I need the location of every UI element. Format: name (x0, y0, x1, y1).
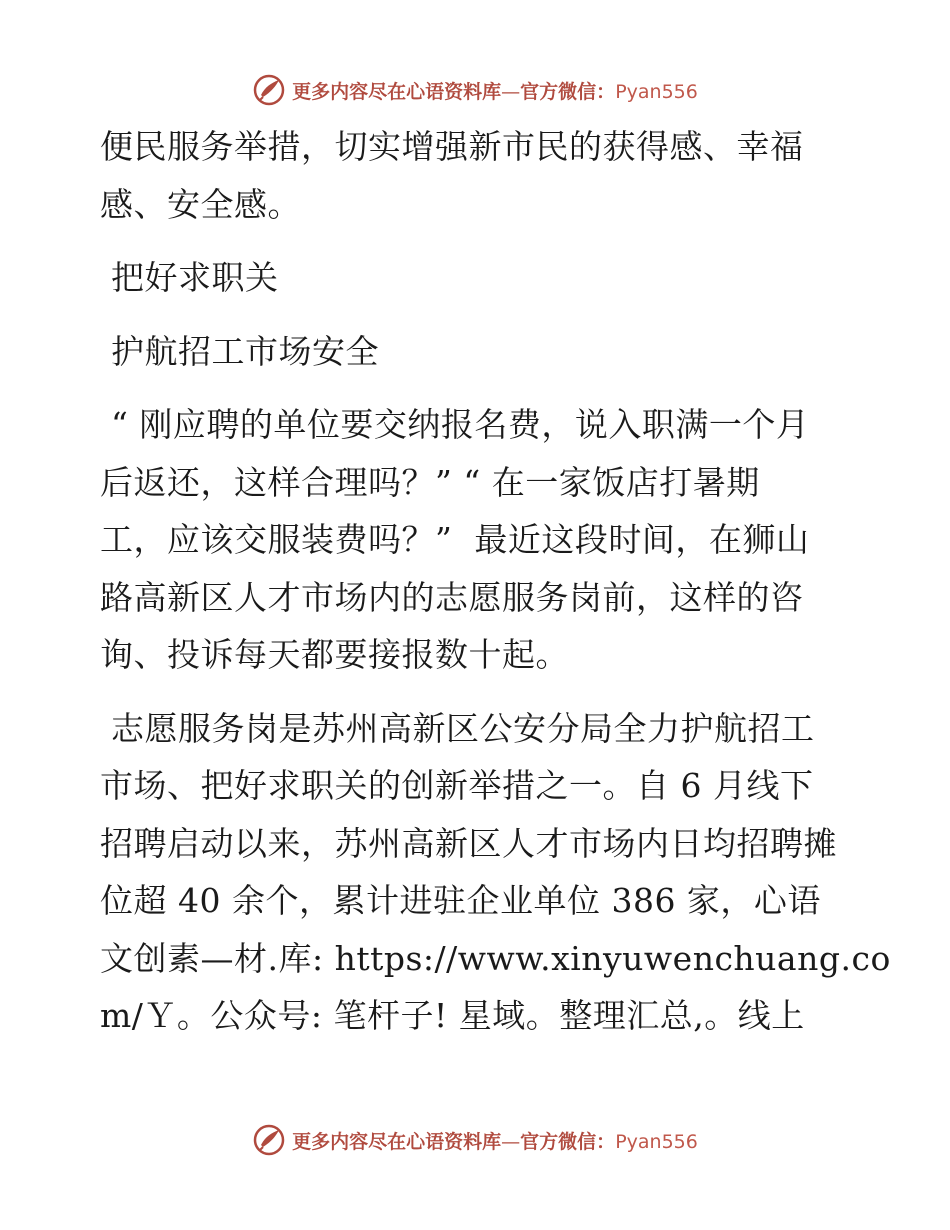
text-line: 询、投诉每天都要接报数十起。 (100, 635, 569, 674)
text-line: “ 刚应聘的单位要交纳报名费，说入职满一个月 (100, 405, 810, 444)
section-heading-2: 护航招工市场安全 (100, 331, 379, 371)
wechat-id: Pyan556 (615, 80, 698, 103)
text-line: 招聘启动以来，苏州高新区人才市场内日均招聘摊 (100, 823, 837, 863)
text-line: 文创素—材.库: https://www.xinyuwenchuang.co (100, 938, 891, 978)
header-banner (0, 70, 950, 110)
text-line: 感、安全感。 (100, 184, 301, 224)
paragraph-1 (100, 118, 860, 233)
text-line: m/Ｙ。公众号: 笔杆子! 星域。整理汇总,。线上 (100, 996, 805, 1035)
text-line: 位超 40 余个，累计进驻企业单位 386 家，心语 (100, 881, 821, 920)
wechat-id: Pyan556 (615, 1130, 698, 1153)
header-banner-text: 更多内容尽在心语资料库—官方微信：Pyan556 (292, 80, 698, 103)
footer-banner (0, 1120, 950, 1160)
quill-pen-seal-icon (252, 73, 286, 107)
document-body (100, 118, 891, 1045)
quill-pen-seal-icon (252, 1123, 286, 1157)
footer-banner-text: 更多内容尽在心语资料库—官方微信：Pyan556 (292, 1130, 698, 1153)
text-line: 路高新区人才市场内的志愿服务岗前，这样的咨 (100, 577, 804, 617)
text-line: 工，应该交服装费吗？” 最近这段时间，在狮山 (100, 520, 810, 559)
text-line: 市场、把好求职关的创新举措之一。自 6 月线下 (100, 766, 814, 805)
section-heading-1: 把好求职关 (100, 258, 279, 297)
paragraph-3 (100, 700, 891, 1045)
paragraph-2 (100, 396, 860, 684)
text-line: 便民服务举措，切实增强新市民的获得感、幸福 (100, 127, 804, 166)
text-line: 后返还，这样合理吗？” “ 在一家饭店打暑期 (100, 462, 760, 502)
text-line: 志愿服务岗是苏州高新区公安分局全力护航招工 (100, 708, 815, 748)
